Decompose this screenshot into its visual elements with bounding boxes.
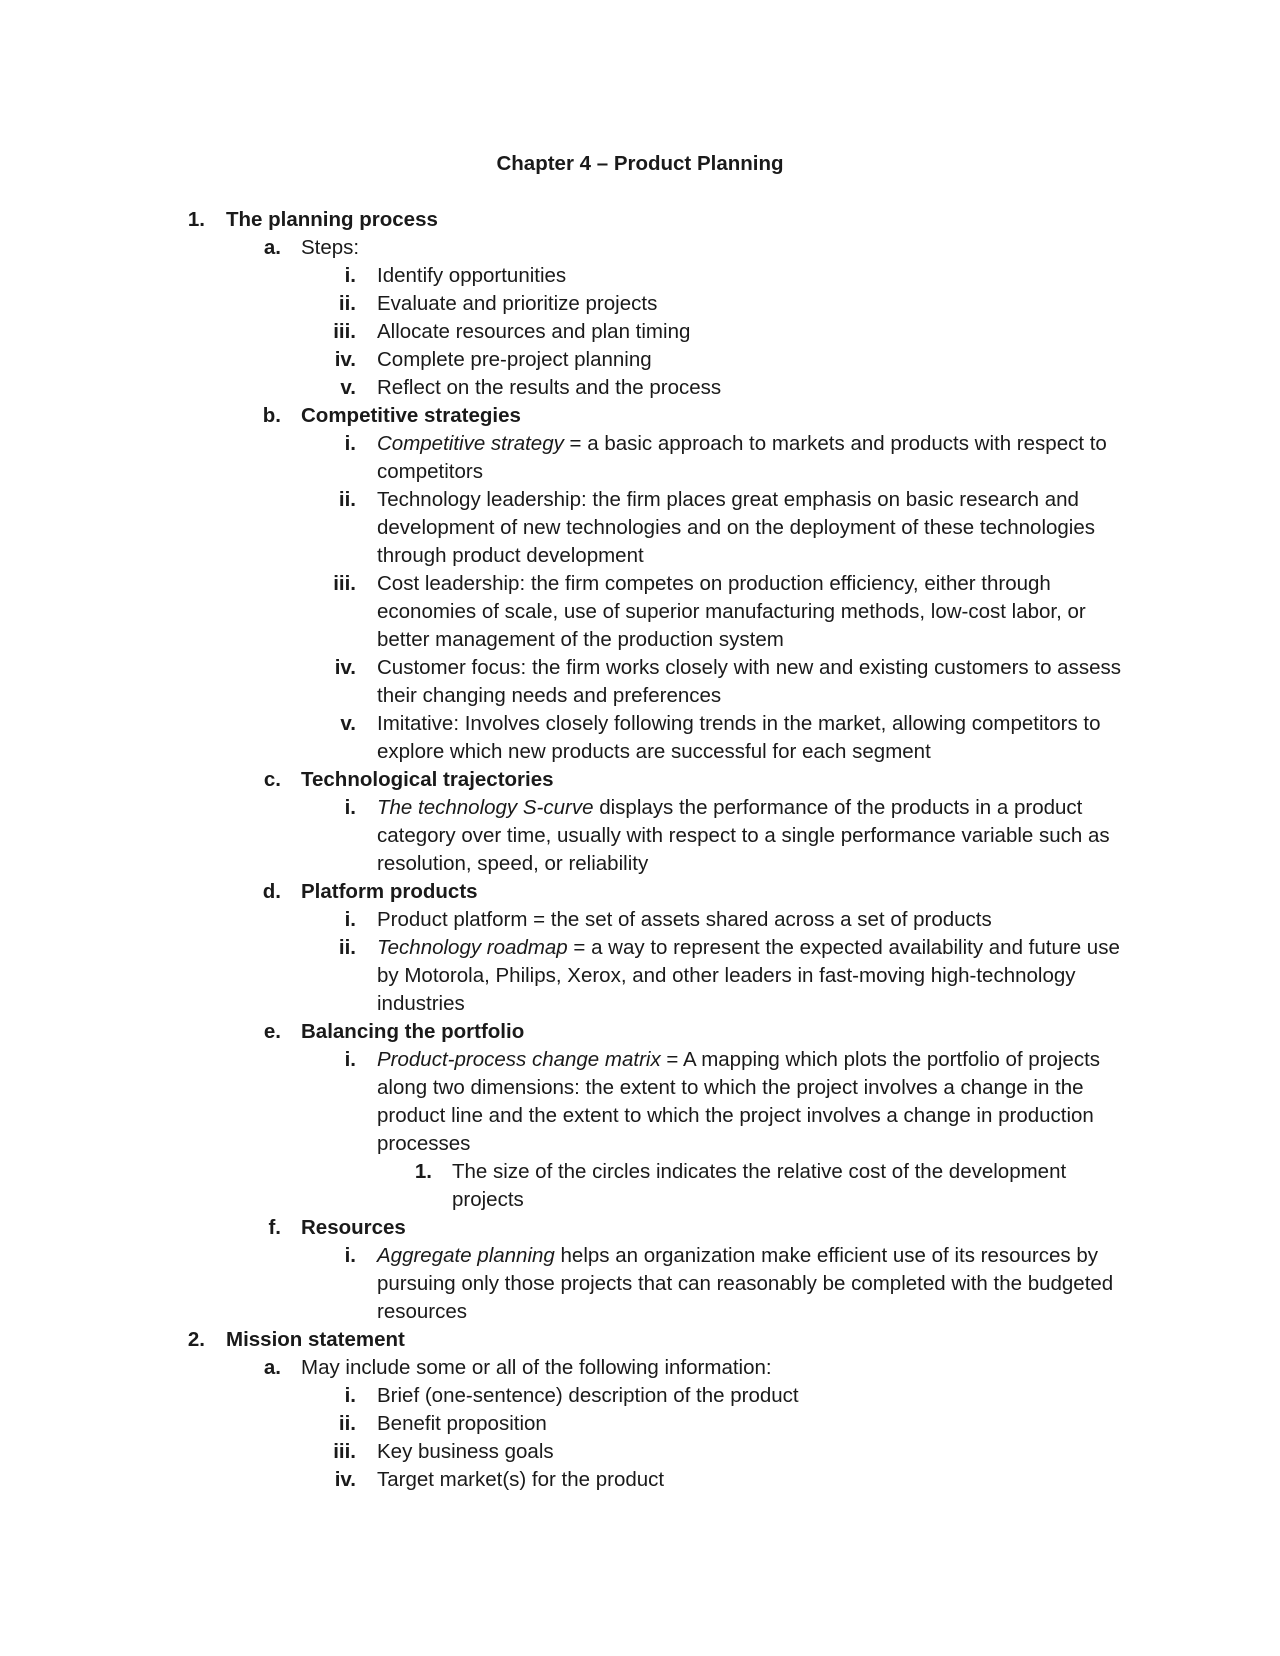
list-item — [0, 906, 1280, 934]
subsection-technological-trajectories — [0, 766, 1280, 794]
list-marker: d. — [262, 880, 281, 903]
definition-text: = a way to represent the expected availability and future use by Motorola, Philips, Xerox, and other leaders in fast-moving high-technology industries — [377, 936, 1120, 1015]
definition-text: helps an organization make efficient use of its resources by pursuing only those projects that can reasonably be completed with the budgeted resources — [377, 1244, 1114, 1323]
section-heading: The planning process — [226, 208, 438, 231]
subsection-label: May include some or all of the following information: — [301, 1356, 772, 1379]
list-marker: i. — [344, 1244, 356, 1267]
subsection-platform-products — [0, 878, 1280, 906]
list-item-text: The size of the circles indicates the relative cost of the development projects — [452, 1160, 1067, 1211]
section-mission-statement — [0, 1326, 1280, 1354]
subsection-label: Platform products — [301, 880, 478, 903]
list-marker: v. — [340, 712, 356, 735]
list-marker: i. — [344, 908, 356, 931]
list-item-text: Customer focus: the firm works closely with new and existing customers to assess their changing needs and preferences — [377, 656, 1121, 707]
list-marker: i. — [344, 432, 356, 455]
list-item — [0, 1382, 1280, 1410]
page-title: Chapter 4 – Product Planning — [496, 152, 784, 175]
subsection-label: Balancing the portfolio — [301, 1020, 525, 1043]
list-item — [0, 794, 1280, 878]
list-marker: e. — [263, 1020, 281, 1043]
list-marker: v. — [340, 376, 356, 399]
list-item — [0, 346, 1280, 374]
list-item — [0, 654, 1280, 710]
list-marker: 1. — [414, 1160, 432, 1183]
subsection-balancing-portfolio — [0, 1018, 1280, 1046]
list-marker: iv. — [334, 656, 356, 679]
list-marker: i. — [344, 264, 356, 287]
list-item-text — [377, 430, 1128, 486]
list-item-text: Imitative: Involves closely following trends in the market, allowing competitors to explore which new products are successful for each segment — [377, 712, 1101, 763]
list-item — [0, 934, 1280, 1018]
list-marker: iv. — [334, 1468, 356, 1491]
list-marker: ii. — [338, 292, 356, 315]
list-item-text: Evaluate and prioritize projects — [377, 292, 658, 315]
section-planning-process — [0, 206, 1280, 234]
subsection-label: Resources — [301, 1216, 406, 1239]
list-item — [0, 486, 1280, 570]
list-marker: 2. — [187, 1328, 205, 1351]
list-marker: iii. — [333, 320, 356, 343]
list-item-text: Target market(s) for the product — [377, 1468, 665, 1491]
list-item-text — [377, 794, 1128, 878]
list-item — [0, 710, 1280, 766]
list-marker: f. — [268, 1216, 281, 1239]
list-marker: iii. — [333, 572, 356, 595]
subsection-label: Technological trajectories — [301, 768, 554, 791]
subsection-mission-info — [0, 1354, 1280, 1382]
definition-text: = a basic approach to markets and products with respect to competitors — [377, 432, 1107, 483]
definition-text: = A mapping which plots the portfolio of projects along two dimensions: the extent to which the project involves a change in the product line and the extent to which the project involves a change in production processes — [377, 1048, 1101, 1155]
list-item-text: Product platform = the set of assets shared across a set of products — [377, 908, 992, 931]
list-item — [0, 1410, 1280, 1438]
list-item-text — [377, 1242, 1128, 1326]
list-item-text: Identify opportunities — [377, 264, 567, 287]
list-item-text: Benefit proposition — [377, 1412, 547, 1435]
defined-term: Competitive strategy — [377, 432, 564, 455]
list-item — [0, 290, 1280, 318]
defined-term: Technology roadmap — [377, 936, 568, 959]
list-marker: ii. — [338, 1412, 356, 1435]
defined-term: Product-process change matrix — [377, 1048, 661, 1071]
list-item — [0, 1158, 1280, 1214]
list-marker: i. — [344, 1384, 356, 1407]
section-heading: Mission statement — [226, 1328, 405, 1351]
list-item — [0, 570, 1280, 654]
list-item-text: Cost leadership: the firm competes on production efficiency, either through economies of scale, use of superior manufacturing methods, low-cost labor, or better management of the production system — [377, 572, 1086, 651]
outline — [0, 206, 1280, 1494]
list-item — [0, 262, 1280, 290]
list-item — [0, 1466, 1280, 1494]
list-item-text: Allocate resources and plan timing — [377, 320, 691, 343]
list-item-text: Key business goals — [377, 1440, 554, 1463]
subsection-steps — [0, 234, 1280, 262]
definition-text: displays the performance of the products in a product category over time, usually with respect to a single performance variable such as resolution, speed, or reliability — [377, 796, 1110, 875]
list-item-text: Reflect on the results and the process — [377, 376, 722, 399]
defined-term: Aggregate planning — [377, 1244, 555, 1267]
list-marker: iv. — [334, 348, 356, 371]
list-marker: i. — [344, 796, 356, 819]
list-marker: i. — [344, 1048, 356, 1071]
defined-term: The technology S-curve — [377, 796, 594, 819]
list-item-text: Complete pre-project planning — [377, 348, 652, 371]
list-item-text — [377, 934, 1128, 1018]
list-item-text: Brief (one-sentence) description of the product — [377, 1384, 799, 1407]
list-item — [0, 430, 1280, 486]
subsection-resources — [0, 1214, 1280, 1242]
list-item-text — [377, 1046, 1128, 1158]
list-marker: ii. — [338, 488, 356, 511]
list-marker: b. — [262, 404, 281, 427]
subsection-label: Competitive strategies — [301, 404, 521, 427]
list-marker: ii. — [338, 936, 356, 959]
list-item — [0, 1438, 1280, 1466]
list-marker: iii. — [333, 1440, 356, 1463]
list-item-text: Technology leadership: the firm places great emphasis on basic research and development of new technologies and on the deployment of these technologies through product development — [377, 488, 1096, 567]
list-marker: c. — [263, 768, 281, 791]
list-item — [0, 1046, 1280, 1158]
list-item — [0, 1242, 1280, 1326]
subsection-competitive-strategies — [0, 402, 1280, 430]
list-item — [0, 318, 1280, 346]
list-marker: a. — [263, 1356, 281, 1379]
list-marker: 1. — [187, 208, 205, 231]
list-marker: a. — [263, 236, 281, 259]
list-item — [0, 374, 1280, 402]
subsection-label: Steps: — [301, 236, 360, 259]
